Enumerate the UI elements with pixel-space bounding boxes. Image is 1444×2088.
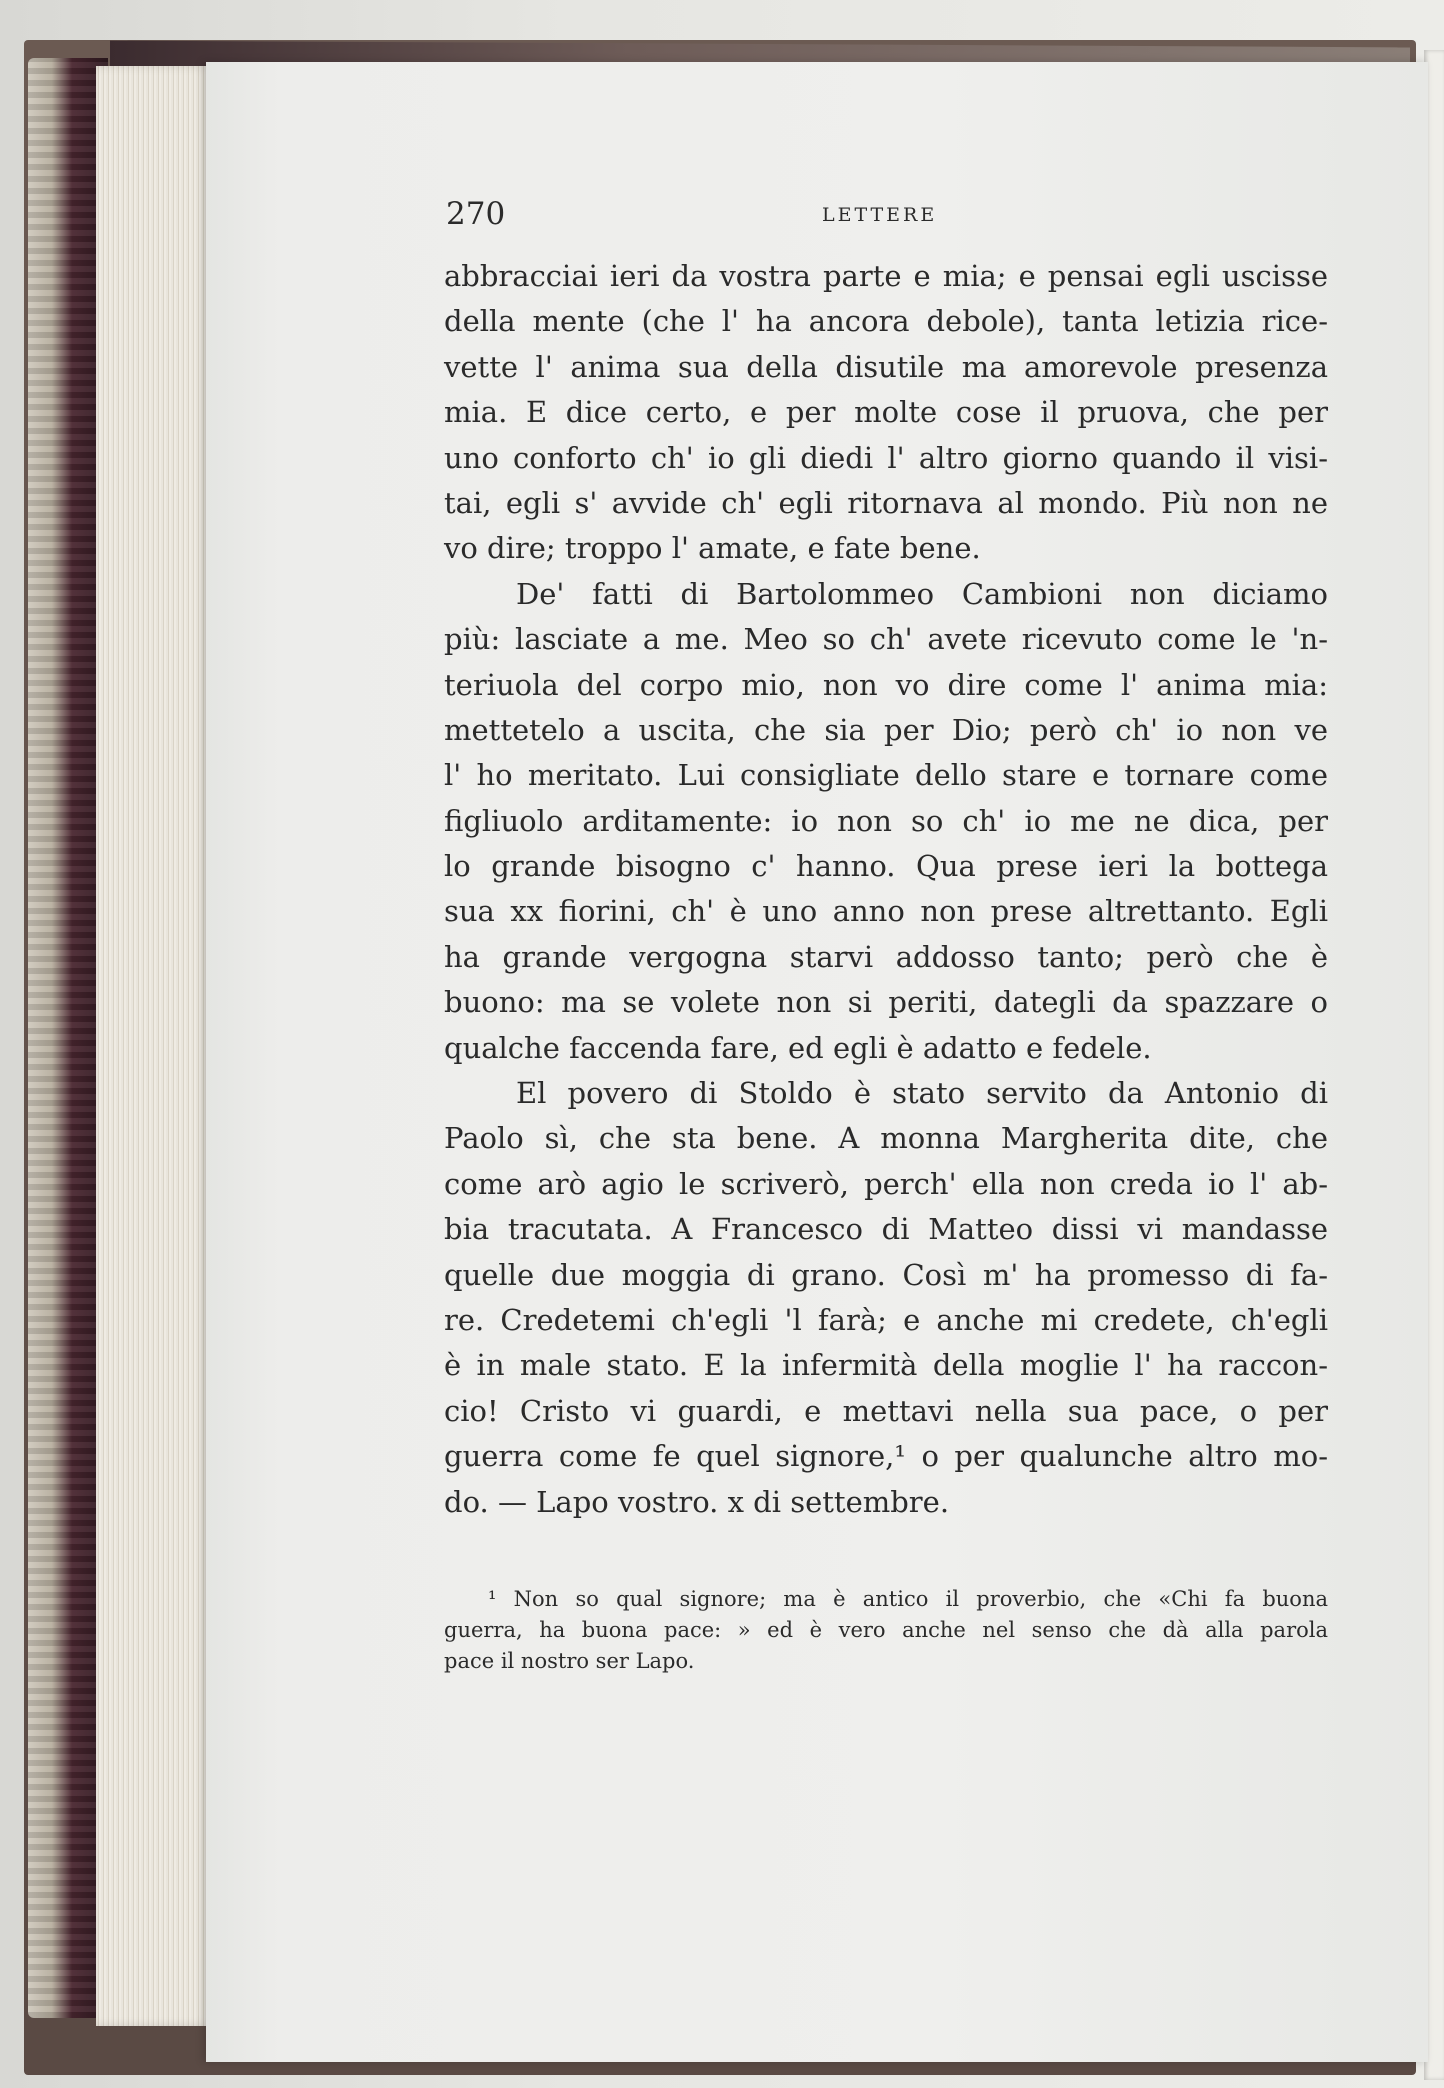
text-line: vo dire; troppo l' amate, e fate bene. — [444, 531, 981, 566]
text-line: della mente (che l' ha ancora debole), tanta letizia rice- — [444, 304, 1328, 339]
footnote-line: guerra, ha buona pace: » ed è vero anche nel senso che dà alla parola — [444, 1618, 1328, 1642]
show-through-text — [460, 1688, 1280, 1848]
letter-body — [444, 254, 1328, 1525]
text-line: do. — Lapo vostro. x di settembre. — [444, 1484, 950, 1519]
text-line: più: lasciate a me. Meo so ch' avete ricevuto come le 'n- — [444, 622, 1328, 657]
page-block-edges — [96, 66, 214, 2026]
text-line: mia. E dice certo, e per molte cose il pruova, che per — [444, 395, 1328, 430]
text-line: Paolo sì, che sta bene. A monna Margherita dite, che — [444, 1121, 1328, 1156]
text-line: re. Credetemi ch'egli 'l farà; e anche mi credete, ch'egli — [444, 1302, 1328, 1337]
text-line: buono: ma se volete non si periti, dategli da spazzare o — [444, 985, 1328, 1020]
text-line: lo grande bisogno c' hanno. Qua prese ieri la bottega — [444, 849, 1328, 884]
text-line: teriuola del corpo mio, non vo dire come l' anima mia: — [444, 667, 1328, 702]
text-line: El povero di Stoldo è stato servito da Antonio di — [516, 1076, 1328, 1111]
text-line: vette l' anima sua della disutile ma amorevole presenza — [444, 349, 1328, 384]
text-line: guerra come fe quel signore,¹ o per qualunche altro mo- — [444, 1439, 1328, 1474]
text-line: cio! Cristo vi guardi, e mettavi nella sua pace, o per — [444, 1393, 1328, 1428]
text-line: bia tracutata. A Francesco di Matteo dissi vi mandasse — [444, 1212, 1328, 1247]
text-line: l' ho meritato. Lui consigliate dello stare e tornare come — [444, 758, 1328, 793]
footnote-line: pace il nostro ser Lapo. — [444, 1649, 695, 1673]
text-line: abbracciai ieri da vostra parte e mia; e pensai egli uscisse — [444, 259, 1328, 293]
text-line: mettetelo a uscita, che sia per Dio; però ch' io non ve — [444, 712, 1328, 747]
text-line: ha grande vergogna starvi addosso tanto; però che è — [444, 939, 1328, 974]
page-number: 270 — [446, 196, 506, 232]
text-line: è in male stato. E la infermità della moglie l' ha raccon- — [444, 1348, 1328, 1383]
footnote — [444, 1584, 1328, 1677]
text-line: quelle due moggia di grano. Così m' ha promesso di fa- — [444, 1257, 1328, 1292]
text-line: qualche faccenda fare, ed egli è adatto e fedele. — [444, 1030, 1152, 1065]
text-line: De' fatti di Bartolommeo Cambioni non diciamo — [516, 576, 1328, 611]
text-line: figliuolo arditamente: io non so ch' io me ne dica, per — [444, 803, 1328, 838]
text-line: tai, egli s' avvide ch' egli ritornava al mondo. Più non ne — [444, 485, 1328, 520]
text-line: come arò agio le scriverò, perch' ella non creda io l' ab- — [444, 1166, 1328, 1201]
footnote-line: ¹ Non so qual signore; ma è antico il proverbio, che «Chi fa buona — [488, 1587, 1328, 1611]
page-header — [446, 196, 1326, 240]
text-line: uno conforto ch' io gli diedi l' altro giorno quando il visi- — [444, 440, 1328, 475]
running-head: LETTERE — [822, 204, 938, 226]
text-line: sua xx fiorini, ch' è uno anno non prese altrettanto. Egli — [444, 894, 1328, 929]
